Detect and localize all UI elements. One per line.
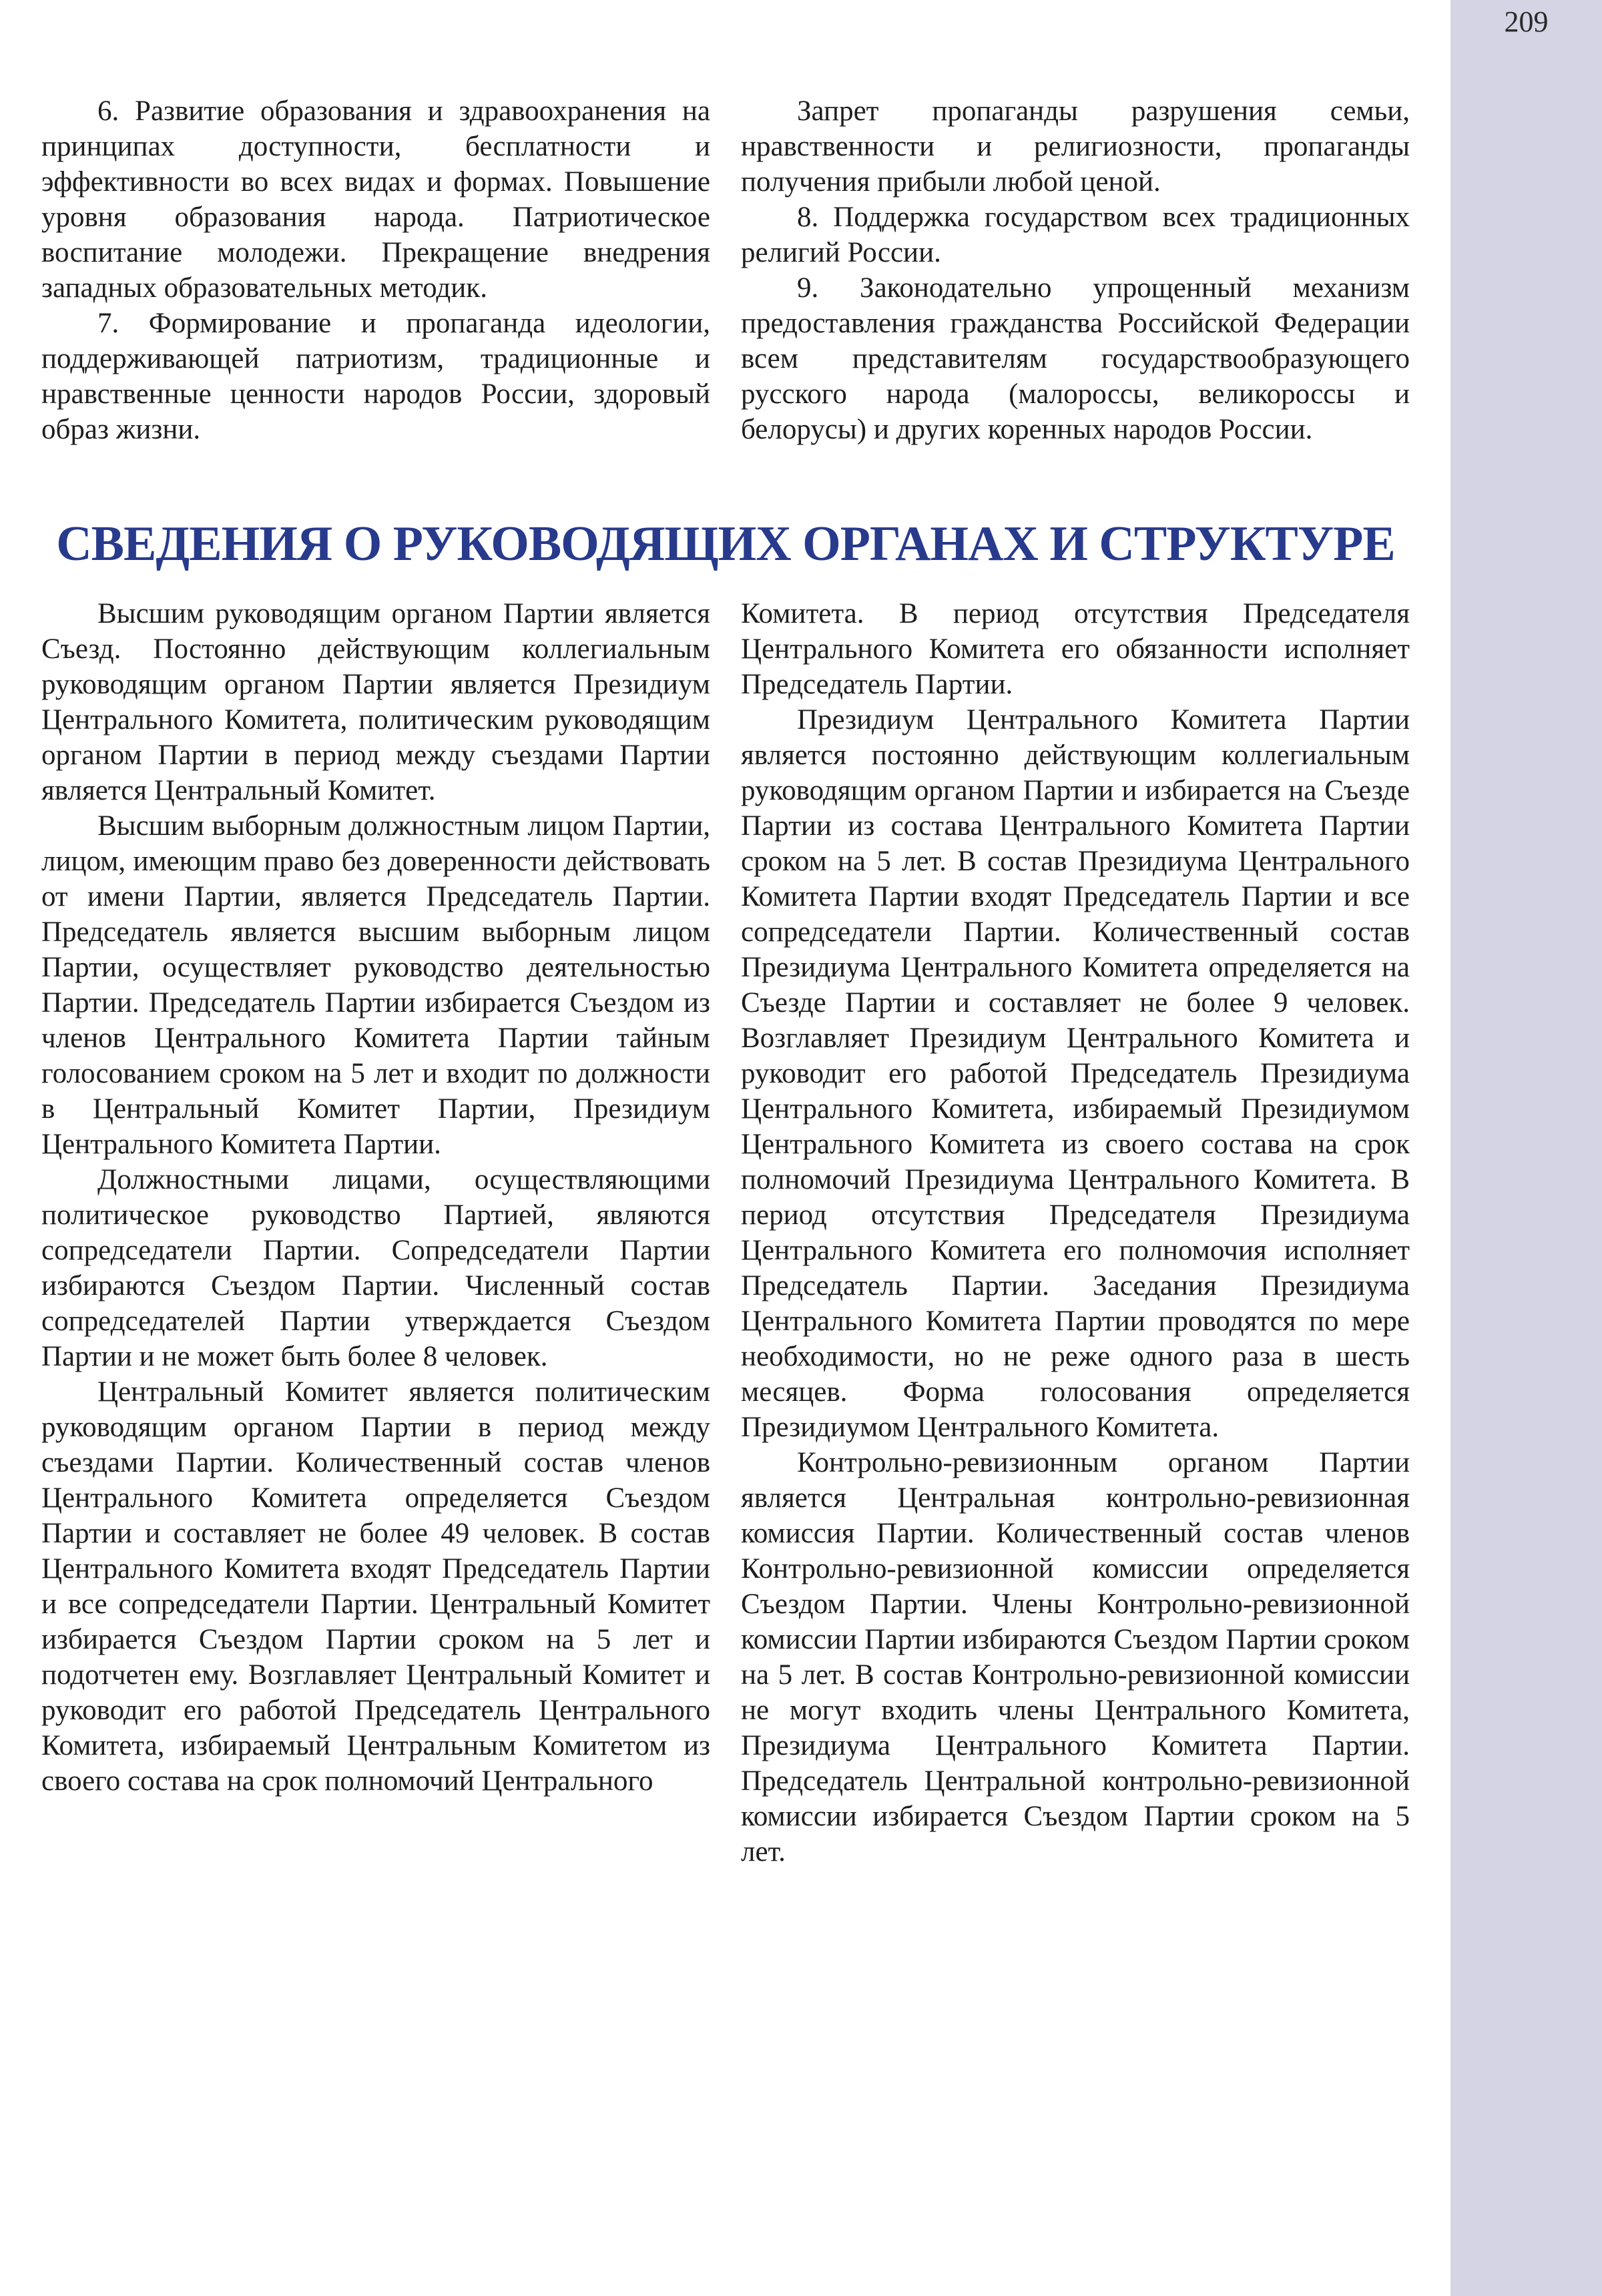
paragraph-chairman: Высшим выборным должностным лицом Партии, лицом, имеющим право без доверенности действовать от имени Партии, является Председатель Партии. Председатель является высшим выборным лицом Партии, осуществляет руководство деятельностью Партии. Председатель Партии избирается Съездом из членов Центрального Комитета Партии тайным голосованием сроком на 5 лет и входит по должности в Центральный Комитет Партии, Президиум Центрального Комитета Партии.	[41, 810, 710, 1160]
section-heading: СВЕДЕНИЯ О РУКОВОДЯЩИХ ОРГАНАХ И СТРУКТУРЕ	[56, 517, 1395, 571]
top-right-column	[741, 93, 1410, 447]
paragraph-item-8: 8. Поддержка государством всех традиционных религий России.	[741, 202, 1410, 268]
paragraph-audit-commission: Контрольно-ревизионным органом Партии является Центральная контрольно-ревизионная комиссия Партии. Количественный состав членов Контрольно-ревизионной комиссии определяется Съездом Партии. Члены Контрольно-ревизионной комиссии Партии избираются Съездом Партии сроком на 5 лет. В состав Контрольно-ревизионной комиссии не могут входить члены Центрального Комитета, Президиума Центрального Комитета Партии. Председатель Центральной контрольно-ревизионной комиссии избирается Съездом Партии сроком на 5 лет.	[741, 1447, 1410, 1868]
paragraph-central-committee: Центральный Комитет является политическим руководящим органом Партии в период между съездами Партии. Количественный состав членов Центрального Комитета определяется Съездом Партии и составляет не более 49 человек. В состав Центрального Комитета входят Председатель Партии и все сопредседатели Партии. Центральный Комитет избирается Съездом Партии сроком на 5 лет и подотчетен ему. Возглавляет Центральный Комитет и руководит его работой Председатель Центрального Комитета, избираемый Центральным Комитетом из своего состава на срок полномочий Центрального	[41, 1376, 710, 1797]
paragraph-congress: Высшим руководящим органом Партии является Съезд. Постоянно действующим коллегиальным руководящим органом Партии является Президиум Центрального Комитета, политическим руководящим органом Партии в период между съездами Партии является Центральный Комитет.	[41, 598, 710, 806]
page-sidebar	[1450, 0, 1602, 2296]
paragraph-item-7: 7. Формирование и пропаганда идеологии, поддерживающей патриотизм, традиционные и нравственные ценности народов России, здоровый образ жизни.	[41, 308, 710, 445]
paragraph-co-chairmen: Должностными лицами, осуществляющими политическое руководство Партией, являются сопредседатели Партии. Сопредседатели Партии избираются Съездом Партии. Численный состав сопредседателей Партии утверждается Съездом Партии и не может быть более 8 человек.	[41, 1164, 710, 1372]
paragraph-item-9: 9. Законодательно упрощенный механизм предоставления гражданства Российской Федерации всем представителям государствообразующего русского народа (малороссы, великороссы и белорусы) и других коренных народов России.	[741, 272, 1410, 445]
paragraph-central-committee-continued: Комитета. В период отсутствия Председателя Центрального Комитета его обязанности исполняет Председатель Партии.	[741, 598, 1410, 700]
top-left-column	[41, 93, 710, 447]
page-number: 209	[1504, 5, 1549, 38]
section-right-column	[741, 596, 1410, 1870]
paragraph-presidium: Президиум Центрального Комитета Партии является постоянно действующим коллегиальным руководящим органом Партии и избирается на Съезде Партии из состава Центрального Комитета Партии сроком на 5 лет. В состав Президиума Центрального Комитета Партии входят Председатель Партии и все сопредседатели Партии. Количественный состав Президиума Центрального Комитета определяется на Съезде Партии и составляет не более 9 человек. Возглавляет Президиум Центрального Комитета и руководит его работой Председатель Президиума Центрального Комитета, избираемый Президиумом Центрального Комитета из своего состава на срок полномочий Президиума Центрального Комитета. В период отсутствия Председателя Президиума Центрального Комитета его полномочия исполняет Председатель Партии. Заседания Президиума Центрального Комитета Партии проводятся по мере необходимости, но не реже одного раза в шесть месяцев. Форма голосования определяется Президиумом Центрального Комитета.	[741, 704, 1410, 1443]
paragraph-item-7-continued: Запрет пропаганды разрушения семьи, нравственности и религиозности, пропаганды получения прибыли любой ценой.	[741, 95, 1410, 198]
section-left-column	[41, 596, 710, 1799]
paragraph-item-6: 6. Развитие образования и здравоохранения на принципах доступности, бесплатности и эффективности во всех видах и формах. Повышение уровня образования народа. Патриотическое воспитание молодежи. Прекращение внедрения западных образовательных методик.	[41, 95, 710, 304]
